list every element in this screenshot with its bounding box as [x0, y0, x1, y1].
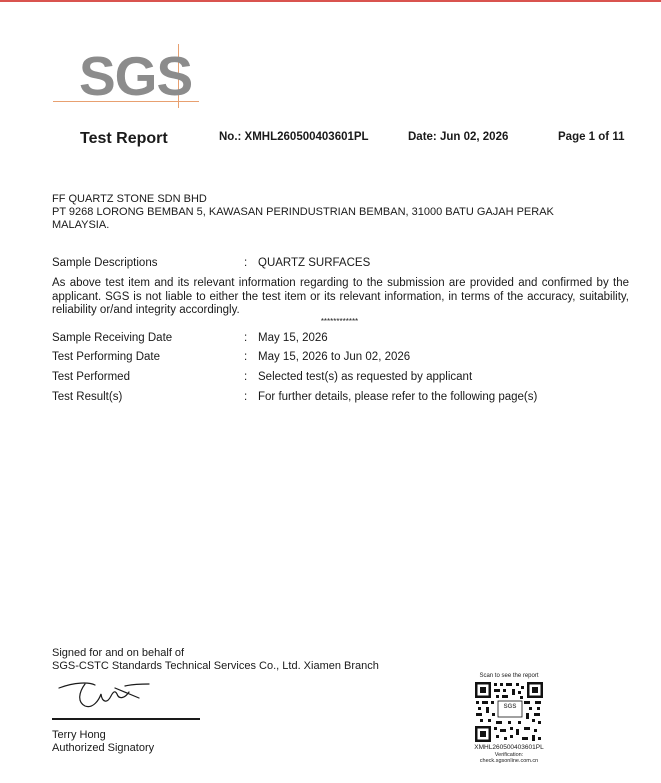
signoff-organization: SGS-CSTC Standards Technical Services Co., Ltd. Xiamen Branch — [52, 660, 379, 672]
applicant-name: FF QUARTZ STONE SDN BHD — [52, 193, 207, 205]
detail-label: Test Performing Date — [52, 351, 161, 363]
qr-verification-label: Verification: — [494, 752, 524, 758]
top-accent-rule — [0, 0, 661, 2]
qr-report-id: XMHL260500403601PL — [474, 744, 544, 751]
detail-value: For further details, please refer to the following page(s) — [258, 391, 538, 403]
qr-verification-url[interactable]: check.sgsonline.com.cn — [479, 758, 539, 764]
detail-colon: : — [244, 391, 248, 403]
signoff-intro: Signed for and on behalf of — [52, 647, 185, 659]
report-number: No.: XMHL260500403601PL — [219, 131, 369, 143]
sample-description-label: Sample Descriptions — [52, 257, 158, 269]
handwritten-signature — [55, 676, 165, 716]
detail-colon: : — [244, 332, 248, 344]
applicant-country: MALAYSIA. — [52, 219, 110, 231]
signature-line — [52, 718, 200, 720]
detail-value: May 15, 2026 — [258, 332, 328, 344]
applicant-street: PT 9268 LORONG BEMBAN 5, KAWASAN PERINDUSTRIAN BEMBAN, 31000 BATU GAJAH PERAK — [52, 206, 554, 218]
report-date: Date: Jun 02, 2026 — [408, 131, 509, 143]
sgs-logo — [53, 44, 201, 108]
detail-value: May 15, 2026 to Jun 02, 2026 — [258, 351, 411, 363]
sample-description-value: QUARTZ SURFACES — [258, 257, 371, 269]
detail-label: Test Performed — [52, 371, 130, 383]
report-title: Test Report — [80, 130, 168, 147]
applicant-address — [52, 193, 554, 232]
qr-center-logo: SGS — [503, 704, 517, 710]
page-indicator: Page 1 of 11 — [558, 131, 625, 143]
signatory-name: Terry Hong — [52, 729, 106, 741]
detail-label: Test Result(s) — [52, 391, 123, 403]
qr-caption: Scan to see the report — [479, 673, 539, 679]
qr-code[interactable] — [474, 681, 544, 743]
detail-colon: : — [244, 351, 248, 363]
detail-label: Sample Receiving Date — [52, 332, 173, 344]
disclaimer-text: As above test item and its relevant information regarding to the submission are provided and confirmed by the applicant. SGS is not liable to either the test item or its relevant information, in terms of the accuracy, suitability, reliability or/and integrity accordingly. — [52, 277, 629, 316]
sample-description-colon: : — [244, 257, 248, 269]
detail-value: Selected test(s) as requested by applicant — [258, 371, 473, 383]
detail-colon: : — [244, 371, 248, 383]
separator-stars: ************ — [320, 317, 359, 326]
signatory-role: Authorized Signatory — [52, 742, 155, 754]
logo-text: SGS — [79, 45, 193, 107]
